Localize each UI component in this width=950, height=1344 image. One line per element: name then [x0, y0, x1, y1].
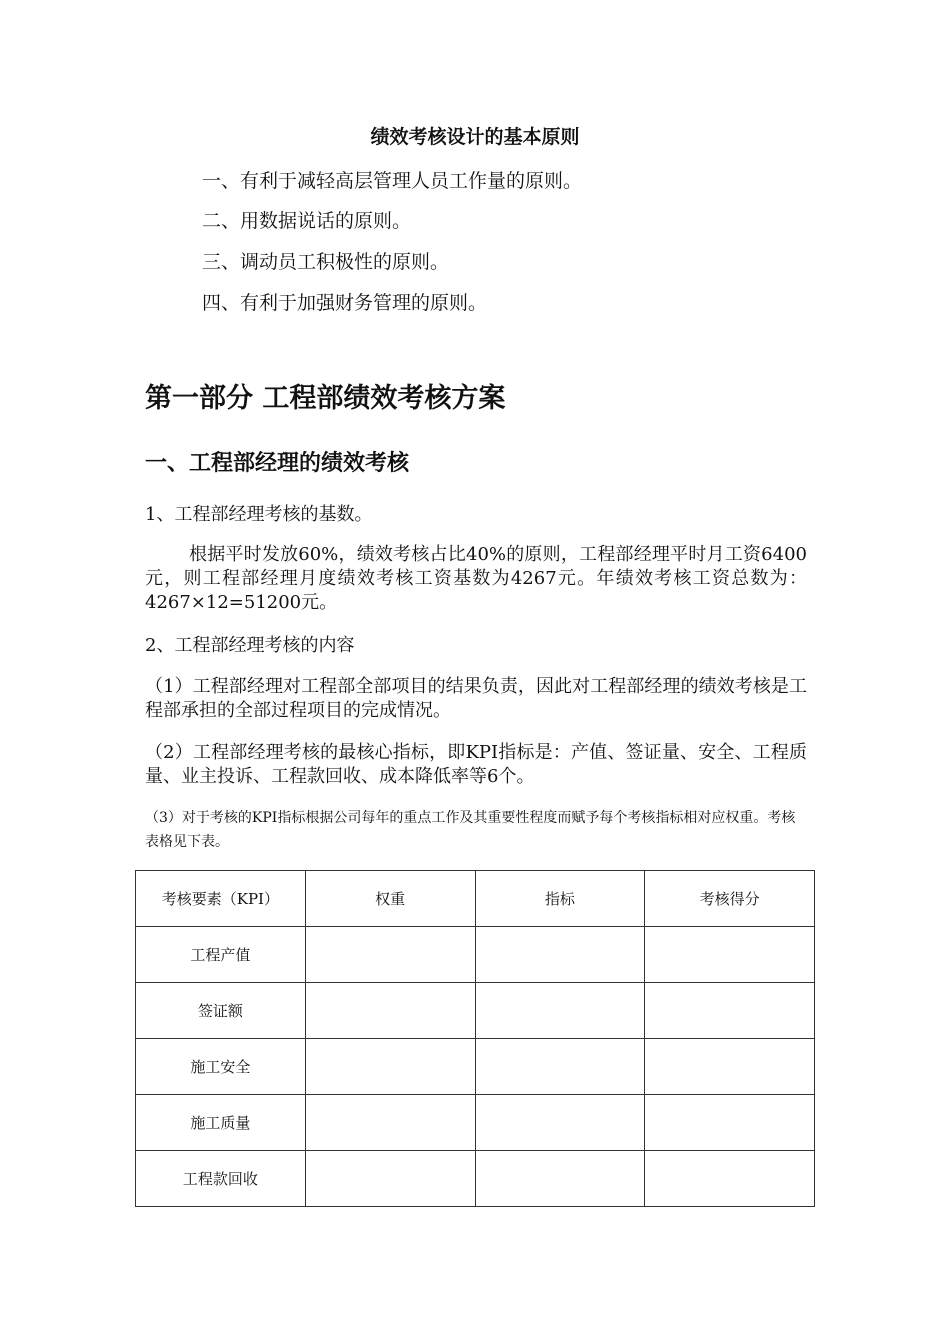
table-row	[136, 1039, 815, 1095]
part-heading: 第一部分 工程部绩效考核方案	[145, 383, 506, 414]
row-label: 工程产值	[136, 927, 306, 983]
row-label: 工程款回收	[136, 1151, 306, 1207]
weight-cell[interactable]	[305, 1039, 475, 1095]
principle-4: 四、有利于加强财务管理的原则。	[202, 292, 488, 314]
indicator-cell[interactable]	[475, 927, 645, 983]
weight-cell[interactable]	[305, 1151, 475, 1207]
base-body: 根据平时发放60%，绩效考核占比40%的原则，工程部经理平时月工资6400元，则工程部经理月度绩效考核工资基数为4267元。年绩效考核工资总数为：4267×12=51200元。	[145, 544, 807, 613]
score-cell[interactable]	[645, 1151, 815, 1207]
score-cell[interactable]	[645, 983, 815, 1039]
row-label: 施工安全	[136, 1039, 306, 1095]
content-item-3: （3）对于考核的KPI指标根据公司每年的重点工作及其重要性程度而赋予每个考核指标相对应权重。考核表格见下表。	[145, 810, 796, 850]
section-heading: 一、工程部经理的绩效考核	[145, 451, 410, 476]
content-heading: 2、工程部经理考核的内容	[145, 635, 355, 656]
header-indicator: 指标	[475, 871, 645, 927]
score-cell[interactable]	[645, 1095, 815, 1151]
indicator-cell[interactable]	[475, 983, 645, 1039]
weight-cell[interactable]	[305, 1095, 475, 1151]
table-row	[136, 927, 815, 983]
kpi-table	[135, 870, 815, 1207]
principle-2: 二、用数据说话的原则。	[202, 210, 412, 232]
principle-1: 一、有利于减轻高层管理人员工作量的原则。	[202, 170, 583, 192]
weight-cell[interactable]	[305, 983, 475, 1039]
indicator-cell[interactable]	[475, 1151, 645, 1207]
indicator-cell[interactable]	[475, 1095, 645, 1151]
base-heading: 1、工程部经理考核的基数。	[145, 504, 373, 525]
header-weight: 权重	[305, 871, 475, 927]
score-cell[interactable]	[645, 1039, 815, 1095]
table-header-row	[136, 871, 815, 927]
principle-3: 三、调动员工积极性的原则。	[202, 251, 450, 273]
indicator-cell[interactable]	[475, 1039, 645, 1095]
table-row	[136, 1151, 815, 1207]
table-row	[136, 1095, 815, 1151]
header-kpi: 考核要素（KPI）	[136, 871, 306, 927]
row-label: 签证额	[136, 983, 306, 1039]
table-row	[136, 983, 815, 1039]
header-score: 考核得分	[645, 871, 815, 927]
content-item-2: （2）工程部经理考核的最核心指标，即KPI指标是：产值、签证量、安全、工程质量、业主投诉、工程款回收、成本降低率等6个。	[145, 742, 807, 787]
document-title: 绩效考核设计的基本原则	[370, 126, 580, 148]
row-label: 施工质量	[136, 1095, 306, 1151]
score-cell[interactable]	[645, 927, 815, 983]
weight-cell[interactable]	[305, 927, 475, 983]
content-item-1: （1）工程部经理对工程部全部项目的结果负责，因此对工程部经理的绩效考核是工程部承担的全部过程项目的完成情况。	[145, 676, 807, 721]
